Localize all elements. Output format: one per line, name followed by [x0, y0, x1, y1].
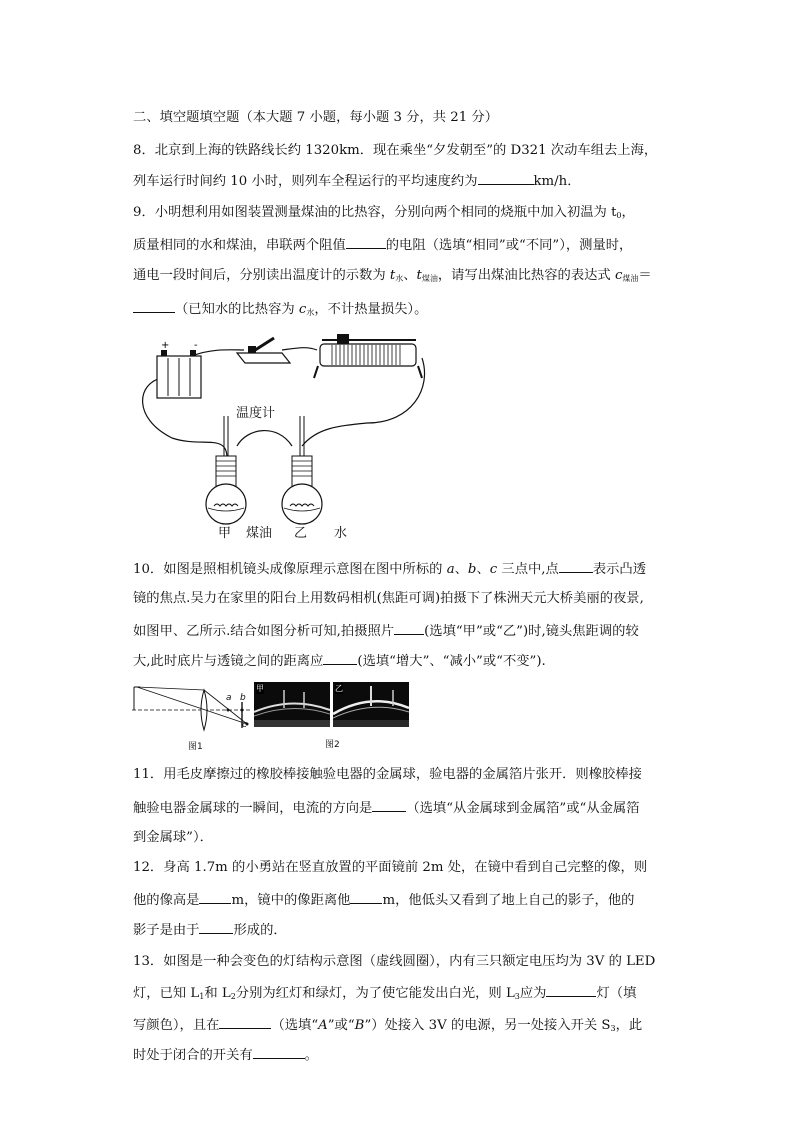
- q11-text: 触验电器金属球的一瞬间，电流的方向是: [133, 801, 373, 816]
- flask-a-icon: [206, 456, 246, 524]
- q9-sub: 0: [616, 211, 622, 220]
- q12-blank-shadow[interactable]: [199, 919, 233, 934]
- q8-answer-blank[interactable]: [478, 170, 534, 185]
- q13-line2: [133, 982, 636, 1007]
- q9-sub: 煤油: [421, 274, 438, 283]
- q10-var: c: [489, 562, 498, 577]
- q12-line3: [133, 919, 287, 941]
- q10-line2: 镜的焦点.吴力在家里的阳台上用数码相机(焦距可调)拍摄下了株洲天元大桥美丽的夜景,: [133, 591, 644, 606]
- q12-text: 他的像高是: [133, 893, 200, 908]
- thermometer-label: 温度计: [236, 406, 276, 421]
- q11-text: （选填“从金属球到金属箔”或“从金属箔: [406, 801, 640, 816]
- q10-text: 表示凸透: [592, 562, 647, 577]
- q8-line2: [133, 170, 581, 192]
- switch-icon: [237, 338, 290, 363]
- q9-text: 、: [403, 268, 417, 283]
- q9-line1: [133, 203, 635, 226]
- q12-line2: [133, 889, 634, 911]
- q9-var: c: [614, 268, 623, 283]
- q13-text: ”）处接入 3V 的电源，另一处接入开关 S: [364, 1018, 611, 1033]
- flask-b-icon: [282, 456, 322, 524]
- q13-sub: 3: [610, 1024, 616, 1033]
- q10-text: 10．如图是照相机镜头成像原理示意图在图中所标的: [133, 562, 447, 577]
- q11-line2: [133, 797, 640, 819]
- q9-line2: [133, 234, 632, 256]
- section-heading: 二、填空题填空题（本大题 7 小题，每小题 3 分，共 21 分）: [133, 110, 499, 125]
- q9-blank-resistance[interactable]: [346, 234, 386, 249]
- q13-blank-position[interactable]: [219, 1014, 271, 1029]
- q9-var: t: [416, 268, 422, 283]
- q13-text: 应为: [519, 986, 547, 1001]
- oil-label: 煤油: [246, 526, 273, 541]
- q10-blank-photo[interactable]: [394, 620, 424, 635]
- q13-line4: [133, 1044, 318, 1066]
- q9-sub: 煤油: [622, 274, 639, 283]
- photo-a-label: 甲: [256, 684, 264, 693]
- q9-text: 质量相同的水和煤油，串联两个阻值: [133, 238, 346, 253]
- q13-text: ，此: [615, 1018, 643, 1033]
- q12-line1: 12．身高 1.7m 的小勇站在竖直放置的平面镜前 2m 处，在镜中看到自己完整的像，则: [133, 860, 648, 875]
- q13-line3: [133, 1014, 642, 1039]
- q10-text: 、: [476, 562, 490, 577]
- q13-text: 。: [304, 1048, 318, 1063]
- q8-unit: km/h．: [533, 174, 581, 189]
- q10-text: (选填“甲”或“乙”)时,镜头焦距调的较: [424, 624, 639, 639]
- q10-blank-distance[interactable]: [323, 650, 357, 665]
- q13-text: 灯，已知 L: [133, 986, 200, 1001]
- q10-line1: [133, 558, 646, 580]
- q13-sub: 3: [514, 992, 520, 1001]
- rheostat-icon: [314, 334, 422, 378]
- lens-label-b: b: [240, 693, 246, 703]
- q12-blank-height[interactable]: [199, 889, 231, 904]
- q9-var: t: [389, 268, 396, 283]
- q12-text: m，镜中的像距离他: [231, 893, 351, 908]
- battery-minus: -: [194, 340, 198, 351]
- q9-text: ，: [621, 205, 635, 220]
- q11-line3: 到金属球”）．: [133, 830, 213, 845]
- q9-blank-expression[interactable]: [133, 298, 175, 313]
- q10-text: (选填“增大”、“减小”或“不变”).: [357, 654, 546, 669]
- q12-text: 影子是由于: [133, 923, 200, 938]
- q9-text: 9．小明想利用如图装置测量煤油的比热容，分别向两个相同的烧瓶中加入初温为 t: [133, 205, 617, 220]
- q9-text: （已知水的比热容为: [175, 302, 299, 317]
- lens-label-c: c: [242, 720, 247, 730]
- q10-line3: [133, 620, 639, 642]
- photo-b: [333, 682, 409, 727]
- q11-line1: 11．用毛皮摩擦过的橡胶棒接触验电器的金属球，验电器的金属箔片张开．则橡胶棒接: [133, 767, 642, 782]
- flask-b-label: 乙: [294, 526, 308, 541]
- q9-text: 的电阻（选填“相同”或“不同”），测量时，: [385, 238, 633, 253]
- q10-blank-focus[interactable]: [559, 558, 593, 573]
- flask-a-label: 甲: [218, 526, 232, 541]
- q9-text: ，不计热量损失）。: [314, 302, 428, 317]
- water-label: 水: [334, 526, 348, 541]
- q10-text: 三点中,点: [497, 562, 559, 577]
- q11-blank-current[interactable]: [372, 797, 406, 812]
- q9-sub: 水: [306, 308, 315, 317]
- q13-text: 灯（填: [596, 986, 637, 1001]
- q10-text: 、: [454, 562, 468, 577]
- q9-line4: [133, 298, 427, 323]
- q13-text: 分别为红灯和绿灯，为了使它能发出白光，则 L: [235, 986, 515, 1001]
- q12-blank-distance[interactable]: [350, 889, 382, 904]
- q12-text: m，他低头又看到了地上自己的影子，他的: [382, 893, 635, 908]
- q13-var: A: [318, 1018, 328, 1033]
- q13-sub: 2: [230, 992, 236, 1001]
- q13-line1: 13．如图是一种会变色的灯结构示意图（虚线圆圈），内有三只额定电压均为 3V 的 LED: [133, 954, 656, 969]
- q9-text: ，请写出煤油比热容的表达式: [437, 268, 615, 283]
- q10-var: b: [467, 562, 477, 577]
- q13-var: B: [354, 1018, 365, 1033]
- q9-line3: [133, 266, 652, 289]
- q10-var: a: [446, 562, 455, 577]
- q13-text: 和 L: [204, 986, 231, 1001]
- q8-line1: 8．北京到上海的铁路线长约 1320km．现在乘坐“夕发朝至”的 D321 次动车组去上海，: [133, 143, 658, 158]
- q13-text: （选填“: [271, 1018, 319, 1033]
- q9-var: c: [298, 302, 307, 317]
- photo-a: [254, 682, 330, 727]
- q10-text: 大,此时底片与透镜之间的距离应: [133, 654, 324, 669]
- q13-sub: 1: [199, 992, 205, 1001]
- photo-b-label: 乙: [335, 684, 343, 693]
- q13-text: 写颜色），且在: [133, 1018, 220, 1033]
- figure-caption-2: 图2: [325, 740, 340, 750]
- q13-text: 时处于闭合的开关有: [133, 1048, 253, 1063]
- q12-text: 形成的．: [233, 923, 287, 938]
- q13-blank-switches[interactable]: [253, 1044, 305, 1059]
- q13-text: ”或“: [327, 1018, 355, 1033]
- q10-text: 如图甲、乙所示.结合如图分析可知,拍摄照片: [133, 624, 395, 639]
- lens-diagram: [132, 682, 254, 738]
- figure-caption-1: 图1: [188, 742, 203, 752]
- q13-blank-color[interactable]: [546, 982, 596, 997]
- q9-text: 通电一段时间后，分别读出温度计的示数为: [133, 268, 390, 283]
- q10-line4: [133, 650, 546, 672]
- lens-label-a: a: [226, 693, 232, 703]
- battery-plus: +: [161, 340, 170, 351]
- q9-sub: 水: [395, 274, 404, 283]
- q9-text: ＝: [638, 268, 652, 283]
- battery-icon: [157, 350, 201, 398]
- q8-text: 列车运行时间约 10 小时，则列车全程运行的平均速度约为: [133, 174, 478, 189]
- circuit-figure: [132, 328, 432, 546]
